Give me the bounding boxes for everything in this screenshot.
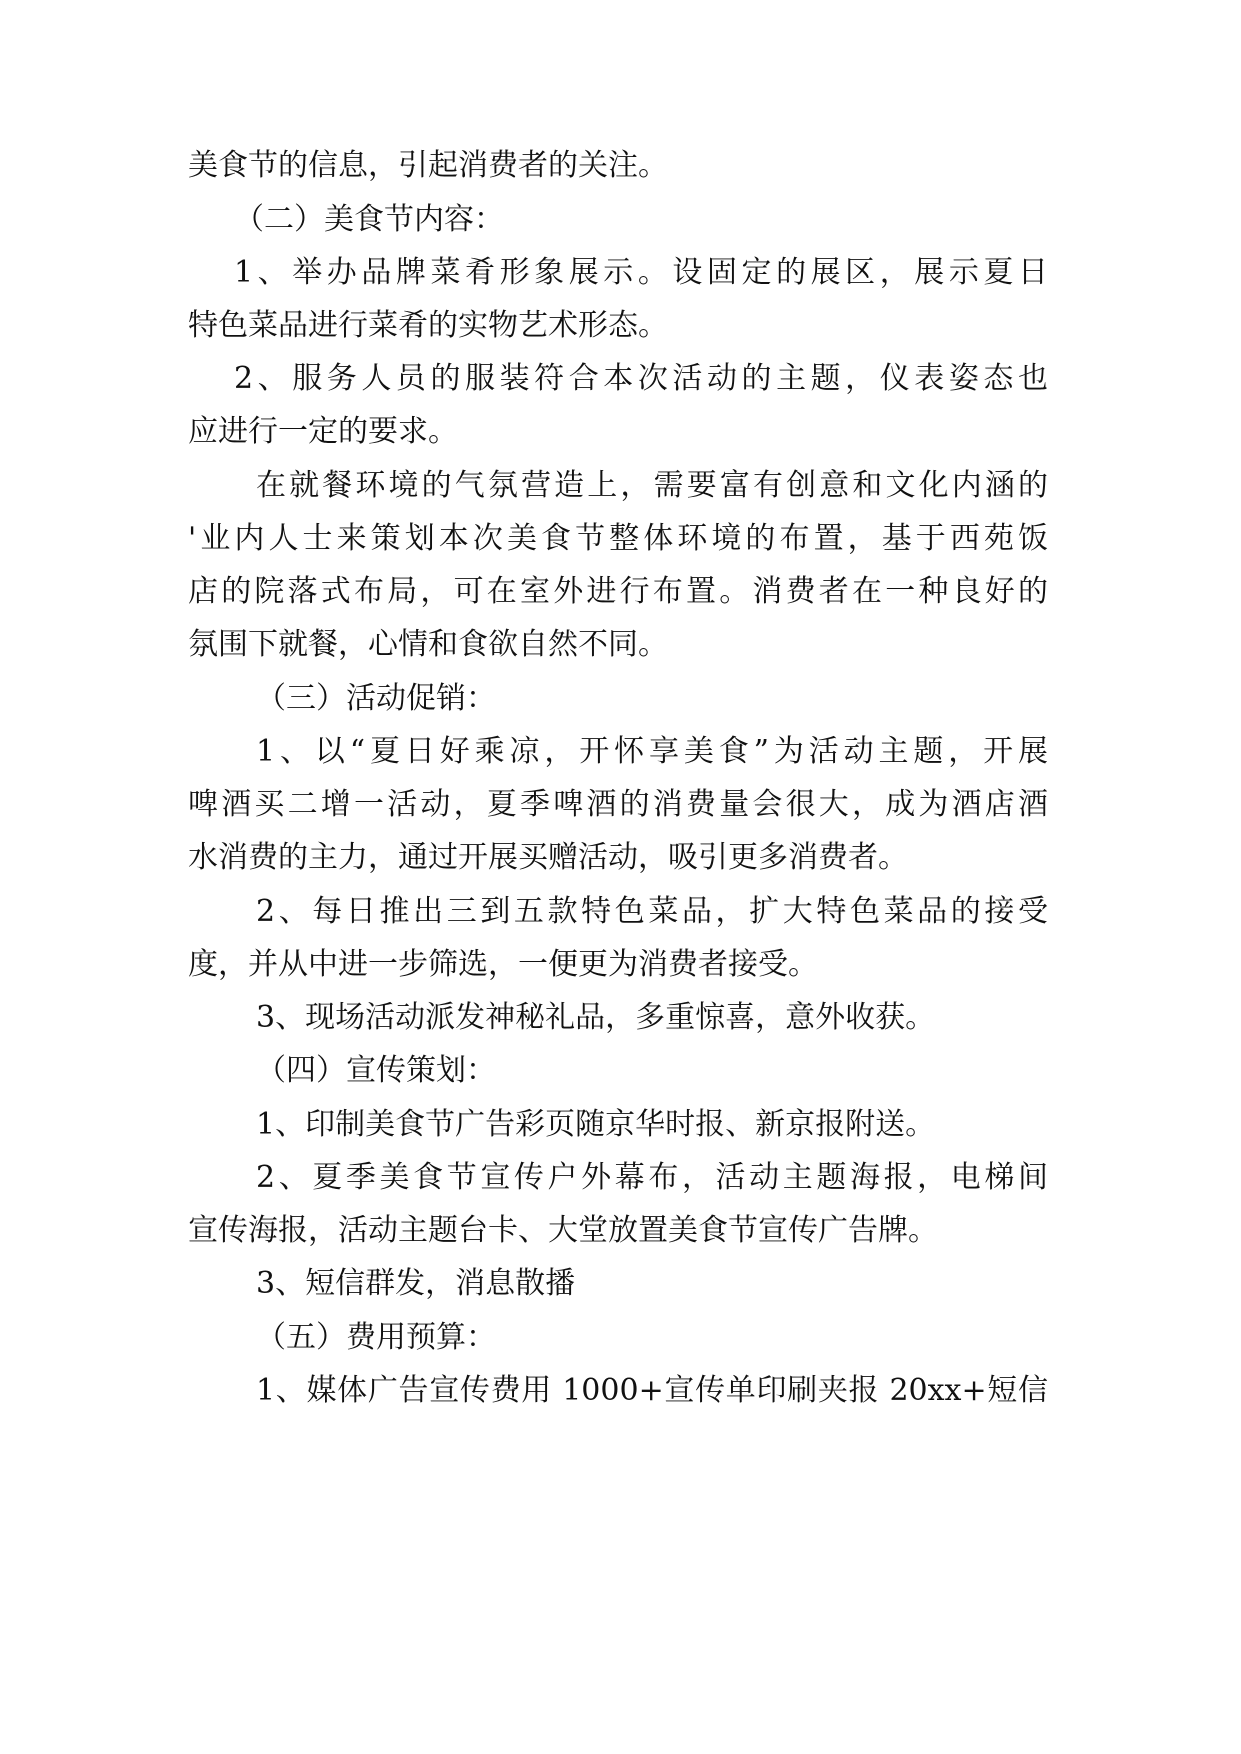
body-text-line: 1、以“夏日好乘凉，开怀享美食”为活动主题，开展 — [256, 734, 1048, 769]
body-text-line: 水消费的主力，通过开展买赠活动，吸引更多消费者。 — [188, 840, 908, 875]
body-text-line: 3、现场活动派发神秘礼品，多重惊喜，意外收获。 — [256, 1000, 936, 1035]
body-text-line: 1、印制美食节广告彩页随京华时报、新京报附送。 — [256, 1107, 936, 1142]
body-text-line: 1、媒体广告宣传费用 1000+宣传单印刷夹报 20xx+短信 — [256, 1373, 1048, 1408]
body-text-line: 美食节的信息，引起消费者的关注。 — [188, 148, 668, 183]
body-text-line: 度，并从中进一步筛选，一便更为消费者接受。 — [188, 947, 818, 982]
section-heading: （二）美食节内容： — [234, 202, 504, 237]
body-text-line: 3、短信群发，消息散播 — [256, 1266, 576, 1301]
body-text-line: '业内人士来策划本次美食节整体环境的布置，基于西苑饭 — [188, 521, 1048, 556]
body-text-line: 特色菜品进行菜肴的实物艺术形态。 — [188, 308, 668, 343]
body-text-line: 氛围下就餐，心情和食欲自然不同。 — [188, 627, 668, 662]
body-text-line: 在就餐环境的气氛营造上，需要富有创意和文化内涵的 — [256, 468, 1048, 503]
body-text-line: 应进行一定的要求。 — [188, 414, 458, 449]
body-text-line: 2、服务人员的服装符合本次活动的主题，仪表姿态也 — [234, 361, 1048, 396]
body-text-line: 1、举办品牌菜肴形象展示。设固定的展区，展示夏日 — [234, 255, 1048, 290]
body-text-line: 2、夏季美食节宣传户外幕布，活动主题海报，电梯间 — [256, 1160, 1048, 1195]
section-heading: （四）宣传策划： — [256, 1053, 496, 1088]
body-text-line: 店的院落式布局，可在室外进行布置。消费者在一种良好的 — [188, 574, 1048, 609]
body-text-line: 宣传海报，活动主题台卡、大堂放置美食节宣传广告牌。 — [188, 1213, 938, 1248]
body-text-line: 2、每日推出三到五款特色菜品，扩大特色菜品的接受 — [256, 894, 1048, 929]
section-heading: （三）活动促销： — [256, 681, 496, 716]
section-heading: （五）费用预算： — [256, 1320, 496, 1355]
body-text-line: 啤酒买二增一活动，夏季啤酒的消费量会很大，成为酒店酒 — [188, 787, 1048, 822]
